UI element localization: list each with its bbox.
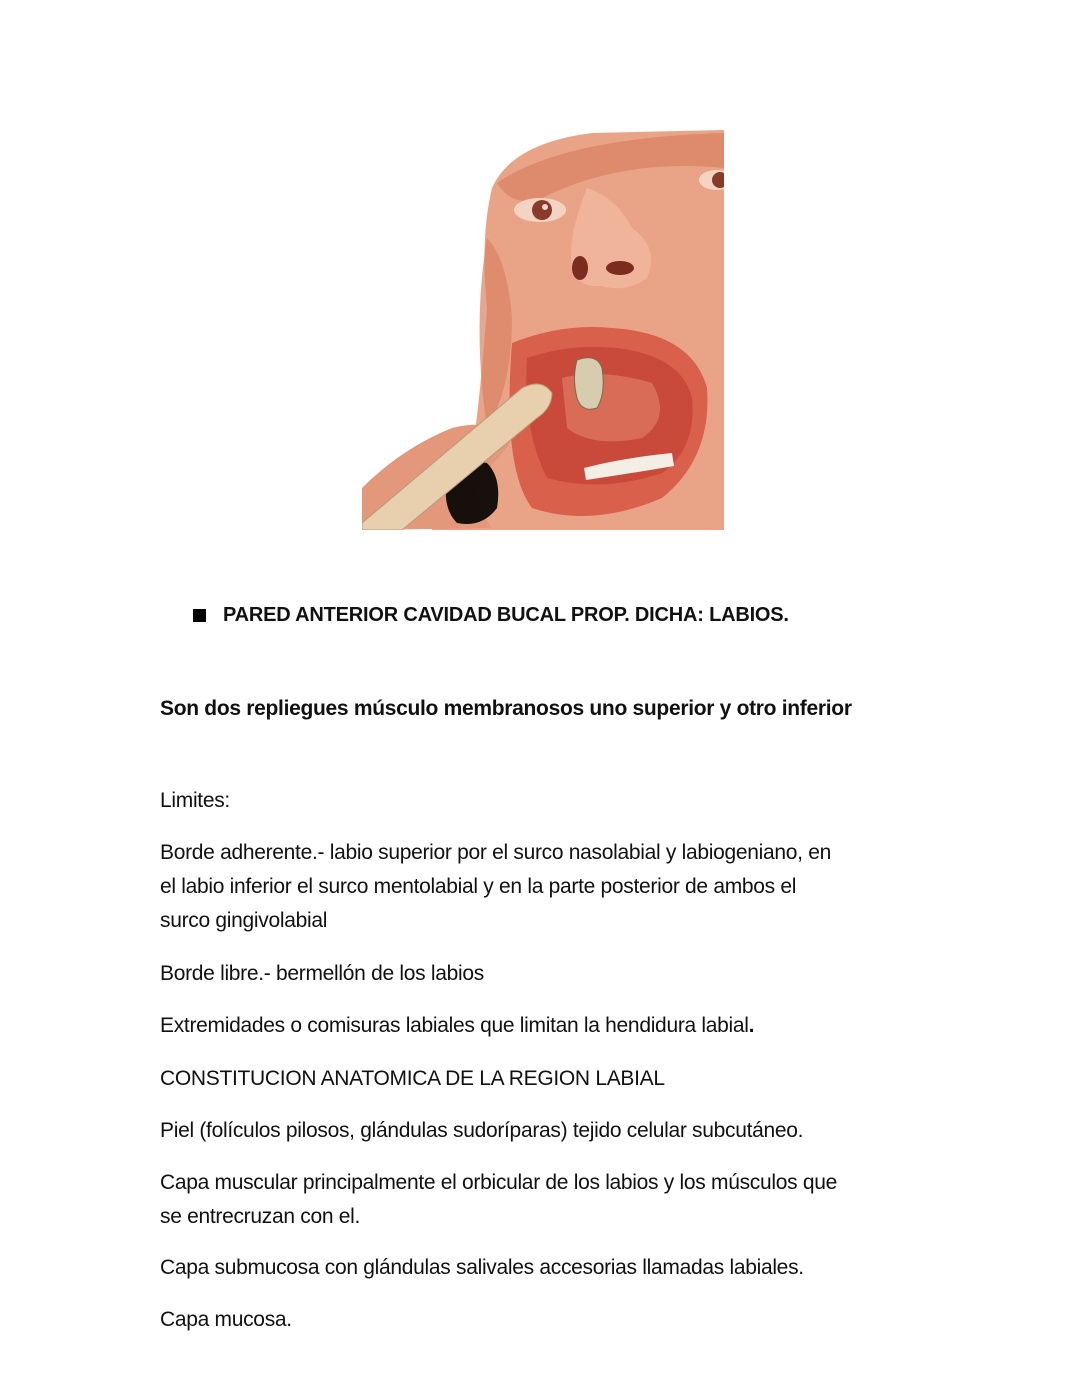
paragraph-capa-muscular bbox=[160, 1166, 920, 1234]
face-illustration-icon bbox=[362, 128, 724, 530]
paragraph-line: surco gingivolabial bbox=[160, 909, 328, 932]
heading-text: PARED ANTERIOR CAVIDAD BUCAL PROP. DICHA: LABIOS. bbox=[223, 604, 789, 626]
subheading-constitucion: CONSTITUCION ANATOMICA DE LA REGION LABIAL bbox=[160, 1067, 665, 1090]
paragraph-capa-submucosa: Capa submucosa con glándulas salivales accesorias llamadas labiales. bbox=[160, 1256, 804, 1279]
paragraph-line: Extremidades o comisuras labiales que limitan la hendidura labial bbox=[160, 1014, 749, 1037]
square-bullet-icon bbox=[193, 609, 206, 622]
intro-paragraph: Son dos repliegues músculo membranosos uno superior y otro inferior bbox=[160, 697, 852, 720]
paragraph-borde-adherente bbox=[160, 836, 920, 938]
section-heading bbox=[193, 604, 789, 627]
paragraph-line: se entrecruzan con el. bbox=[160, 1205, 361, 1228]
paragraph-line: el labio inferior el surco mentolabial y en la parte posterior de ambos el bbox=[160, 875, 797, 898]
paragraph-extremidades bbox=[160, 1009, 920, 1043]
paragraph-capa-mucosa: Capa mucosa. bbox=[160, 1308, 292, 1331]
bold-period: . bbox=[748, 1014, 755, 1037]
paragraph-piel: Piel (folículos pilosos, glándulas sudoríparas) tejido celular subcutáneo. bbox=[160, 1119, 804, 1142]
paragraph-borde-libre: Borde libre.- bermellón de los labios bbox=[160, 962, 484, 985]
paragraph-line: Capa muscular principalmente el orbicular de los labios y los músculos que bbox=[160, 1171, 837, 1194]
limites-label: Limites: bbox=[160, 789, 230, 812]
mouth-examination-illustration bbox=[362, 128, 724, 530]
paragraph-line: Borde adherente.- labio superior por el surco nasolabial y labiogeniano, en bbox=[160, 841, 831, 864]
